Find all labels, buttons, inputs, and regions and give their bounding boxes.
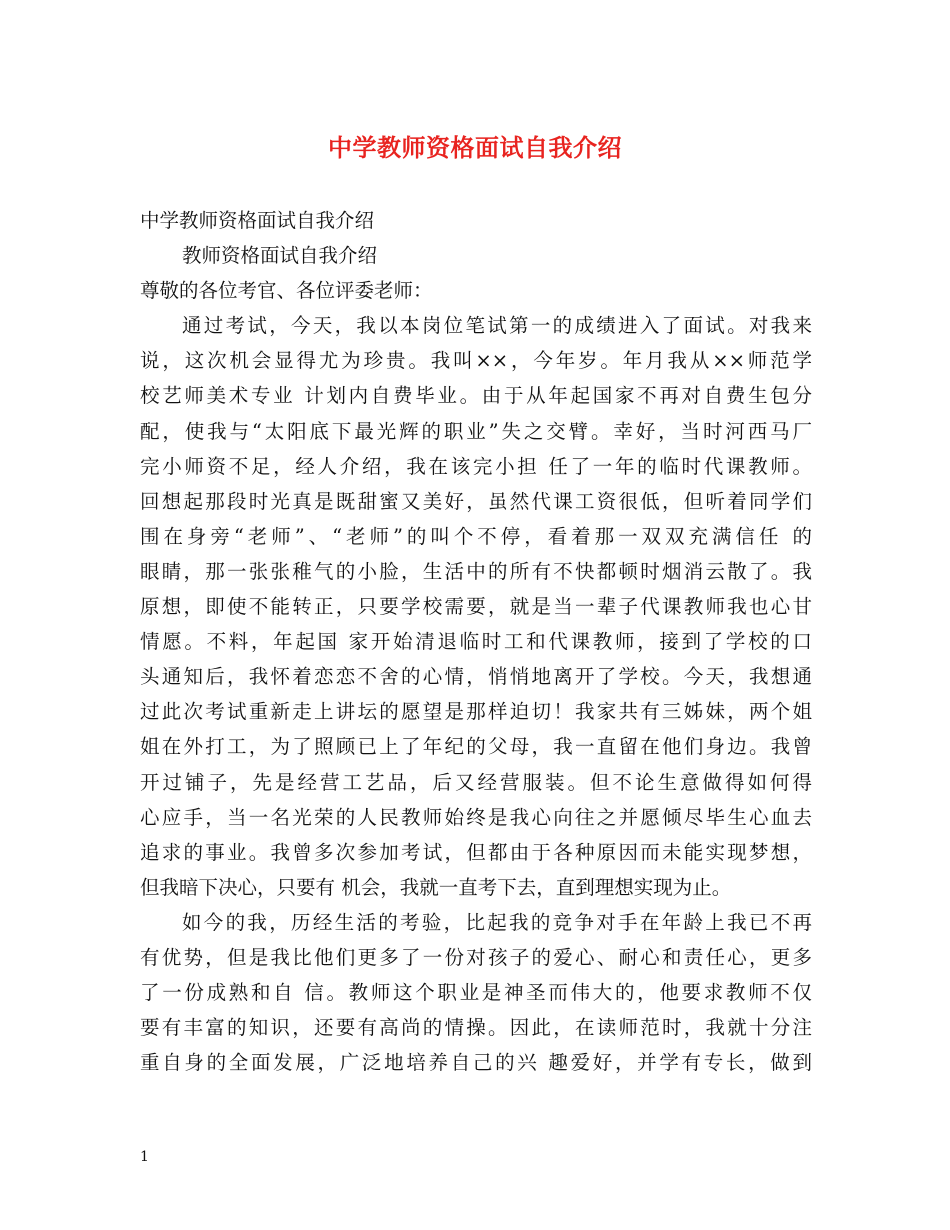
paragraph-line: 但我暗下决心，只要有 机会，我就一直考下去，直到理想实现为止。: [140, 875, 732, 899]
paragraph-line: 了一份成熟和自 信。教师这个职业是神圣而伟大的，他要求教师不仅: [140, 981, 812, 1005]
paragraph-line: 要有丰富的知识，还要有高尚的情操。因此，在读师范时，我就十分注: [140, 1016, 812, 1040]
paragraph-line: 原想，即使不能转正，只要学校需要，就是当一辈子代课教师我也心甘: [140, 595, 812, 619]
paragraph-line: 追求的事业。我曾多次参加考试，但都由于各种原因而未能实现梦想，: [140, 840, 812, 864]
paragraph-line: 头通知后，我怀着恋恋不舍的心情，悄悄地离开了学校。今天，我想通: [140, 665, 812, 689]
body-subheading: 教师资格面试自我介绍: [182, 244, 378, 268]
paragraph-line: 开过铺子，先是经营工艺品，后又经营服装。但不论生意做得如何得: [140, 770, 812, 794]
paragraph-line: 心应手，当一名光荣的人民教师始终是我心向往之并愿倾尽毕生心血去: [140, 805, 812, 829]
paragraph-line: 如今的我，历经生活的考验，比起我的竞争对手在年龄上我已不再: [182, 910, 812, 934]
paragraph-line: 通过考试，今天，我以本岗位笔试第一的成绩进入了面试。对我来: [182, 314, 812, 338]
paragraph-line: 回想起那段时光真是既甜蜜又美好，虽然代课工资很低，但听着同学们: [140, 489, 812, 513]
paragraph-line: 眼睛，那一张张稚气的小脸，生活中的所有不快都顿时烟消云散了。我: [140, 559, 812, 583]
body-heading: 中学教师资格面试自我介绍: [140, 209, 375, 232]
paragraph-line: 校艺师美术专业 计划内自费毕业。由于从年起国家不再对自费生包分: [140, 384, 812, 408]
paragraph-line: 配，使我与“太阳底下最光辉的职业”失之交臂。幸好，当时河西马厂: [140, 419, 812, 443]
paragraph-line: 重自身的全面发展，广泛地培养自己的兴 趣爱好，并学有专长，做到: [140, 1051, 812, 1075]
document-body: [140, 203, 812, 1080]
paragraph-line: 围在身旁“老师”、“老师”的叫个不停，看着那一双双充满信任 的: [140, 524, 812, 548]
paragraph-line: 说，这次机会显得尤为珍贵。我叫××，今年岁。年月我从××师范学: [140, 349, 812, 373]
page-number: 1: [140, 1149, 149, 1165]
paragraph-line: 情愿。不料，年起国 家开始清退临时工和代课教师，接到了学校的口: [140, 630, 812, 654]
paragraph-line: 完小师资不足，经人介绍，我在该完小担 任了一年的临时代课教师。: [140, 454, 812, 478]
document-title: 中学教师资格面试自我介绍: [328, 133, 622, 162]
paragraph-line: 有优势，但是我比他们更多了一份对孩子的爱心、耐心和责任心，更多: [140, 945, 812, 969]
paragraph-line: 过此次考试重新走上讲坛的愿望是那样迫切！我家共有三姊妹，两个姐: [140, 700, 812, 724]
paragraph-line: 姐在外打工，为了照顾已上了年纪的父母，我一直留在他们身边。我曾: [140, 735, 812, 759]
salutation: 尊敬的各位考官、各位评委老师：: [140, 279, 433, 303]
